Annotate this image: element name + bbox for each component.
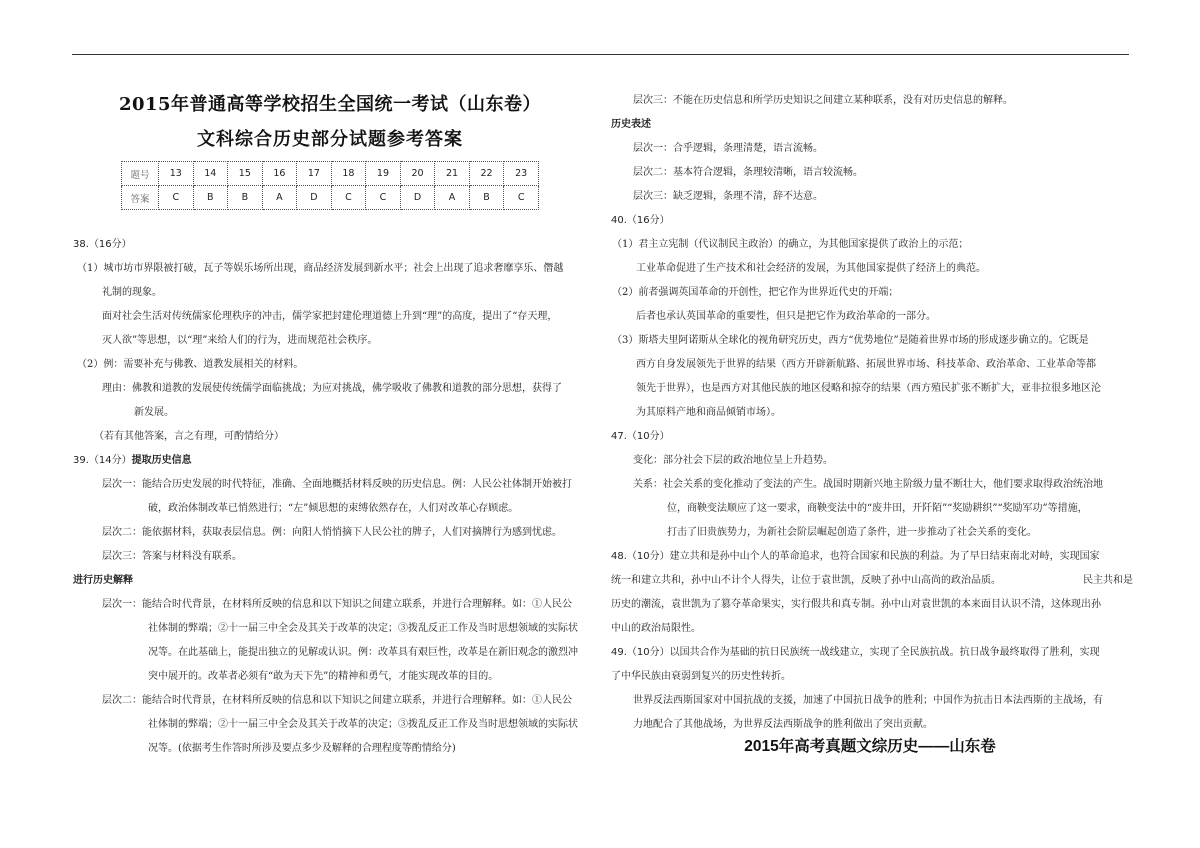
answer-cell: A bbox=[435, 186, 470, 210]
q38-part1-line: 灭人欲”等思想，以“理”来给人们的行为，进而规范社会秩序。 bbox=[102, 335, 378, 346]
document-subtitle: 文科综合历史部分试题参考答案 bbox=[197, 129, 463, 150]
q38-part1-line: 礼制的现象。 bbox=[102, 287, 162, 298]
expr-level-line: 层次一：合乎逻辑，条理清楚，语言流畅。 bbox=[633, 143, 823, 154]
q38-heading: 38.（16分） bbox=[73, 239, 132, 250]
interp-level-line: 层次三：不能在历史信息和所学历史知识之间建立某种联系，没有对历史信息的解释。 bbox=[633, 95, 1013, 106]
answer-cell: C bbox=[504, 186, 539, 210]
q49-line: 世界反法西斯国家对中国抗战的支援，加速了中国抗日战争的胜利；中国作为抗击日本法西斯的主战场，有 bbox=[633, 695, 1103, 706]
q39-level-line: 层次二：能依据材料，获取表层信息。例：向阳人悄悄摘下人民公社的牌子，人们对摘牌行为感到忧虑。 bbox=[102, 527, 562, 538]
q48-text: 建立共和是孙中山个人的革命追求，也符合国家和民族的利益。为了早日结束南北对峙，实现国家 bbox=[669, 551, 1100, 562]
answer-cell: B bbox=[193, 186, 228, 210]
q47-heading: 47.（10分） bbox=[611, 431, 670, 442]
expr-heading: 历史表述 bbox=[611, 119, 651, 130]
interp-level-line: 突中展开的。改革者必须有“敢为天下先”的精神和勇气，才能实现改革的目的。 bbox=[148, 671, 499, 682]
row-label-number: 题号 bbox=[122, 162, 159, 186]
question-number: 23 bbox=[504, 162, 539, 186]
left-column bbox=[60, 233, 600, 761]
q39-heading-bold: 提取历史信息 bbox=[131, 455, 192, 466]
q48-line bbox=[600, 569, 1140, 593]
interp-level-line: 层次一：能结合时代背景，在材料所反映的信息和以下知识之间建立联系，并进行合理解释。如：①人民公 bbox=[102, 599, 572, 610]
question-number: 13 bbox=[159, 162, 194, 186]
header-rule bbox=[72, 54, 1129, 55]
q38-part2-line: （2）例：需要补充与佛教、道教发展相关的材料。 bbox=[77, 359, 304, 370]
q48-line: 中山的政治局限性。 bbox=[611, 623, 701, 634]
right-column bbox=[600, 89, 1140, 737]
q48-line: 历史的潮流，袁世凯为了篡夺革命果实，实行假共和真专制。孙中山对袁世凯的本来面目认识不清，这体现出孙 bbox=[611, 599, 1101, 610]
footer-title: 2015年高考真题文综历史——山东卷 bbox=[744, 738, 996, 755]
answer-cell: D bbox=[400, 186, 435, 210]
q40-part2-line: （2）前者强调英国革命的开创性，把它作为世界近代史的开端； bbox=[612, 287, 899, 298]
q48-number: 48.（10分） bbox=[611, 551, 670, 562]
q39-number: 39.（14分） bbox=[73, 455, 132, 466]
q48-text: 统一和建立共和，孙中山不计个人得失，让位于袁世凯，反映了孙中山高尚的政治品质。 bbox=[611, 575, 1001, 586]
q49-line bbox=[600, 641, 1140, 665]
row-label-answer: 答案 bbox=[122, 186, 159, 210]
interp-level-line: 况等。(依据考生作答时所涉及要点多少及解释的合理程度等酌情给分) bbox=[148, 743, 456, 754]
interp-level-line: 层次二：能结合时代背景，在材料所反映的信息和以下知识之间建立联系，并进行合理解释。如：①人民公 bbox=[102, 695, 572, 706]
q49-line: 了中华民族由衰弱到复兴的历史性转折。 bbox=[611, 671, 791, 682]
question-number: 15 bbox=[228, 162, 263, 186]
q38-part1-line: 面对社会生活对传统儒家伦理秩序的冲击，儒学家把封建伦理道德上升到“理”的高度，提出了“存天理， bbox=[102, 311, 558, 322]
q47-relation-line: 关系：社会关系的变化推动了变法的产生。战国时期新兴地主阶级力量不断壮大，他们要求取得政治统治地 bbox=[633, 479, 1103, 490]
q49-line: 力地配合了其他战场，为世界反法西斯战争的胜利做出了突出贡献。 bbox=[633, 719, 933, 730]
q40-part3-line: （3）斯塔夫里阿诺斯从全球化的视角研究历史，西方“优势地位”是随着世界市场的形成逐步确立的。它既是 bbox=[612, 335, 1089, 346]
question-number: 17 bbox=[297, 162, 332, 186]
q40-part1-line: 工业革命促进了生产技术和社会经济的发展，为其他国家提供了经济上的典范。 bbox=[636, 263, 986, 274]
answer-table bbox=[121, 161, 539, 210]
q40-part3-line: 为其原料产地和商品倾销市场）。 bbox=[636, 407, 781, 418]
q39-level-line: 破，政治体制改革已悄然进行；“左”倾思想的束缚依然存在，人们对改革心存顾虑。 bbox=[148, 503, 519, 514]
q40-part1-line: （1）君主立宪制（代议制民主政治）的确立，为其他国家提供了政治上的示范； bbox=[612, 239, 969, 250]
q38-part2-line: 理由：佛教和道教的发展使传统儒学面临挑战；为应对挑战，佛学吸收了佛教和道教的部分思想，获得了 bbox=[102, 383, 562, 394]
q40-part3-line: 西方自身发展领先于世界的结果（西方开辟新航路、拓展世界市场、科技革命、政治革命、工业革命等都 bbox=[636, 359, 1096, 370]
answer-cell: B bbox=[469, 186, 504, 210]
q49-text: 以国共合作为基础的抗日民族统一战线建立，实现了全民族抗战。抗日战争最终取得了胜利，实现 bbox=[669, 647, 1100, 658]
expr-level-line: 层次二：基本符合逻辑，条理较清晰，语言较流畅。 bbox=[633, 167, 863, 178]
answer-cell: C bbox=[366, 186, 401, 210]
q47-relation-line: 打击了旧贵族势力，为新社会阶层崛起创造了条件，进一步推动了社会关系的变化。 bbox=[667, 527, 1037, 538]
q40-part3-line: 领先于世界），也是西方对其他民族的地区侵略和掠夺的结果（西方殖民扩张不断扩大，亚非拉很多地区沦 bbox=[636, 383, 1101, 394]
interp-level-line: 社体制的弊端；②十一届三中全会及其关于改革的决定；③拨乱反正工作及当时思想领域的实际状 bbox=[148, 623, 578, 634]
expr-level-line: 层次三：缺乏逻辑，条理不清，辞不达意。 bbox=[633, 191, 823, 202]
q38-part2-line: 新发展。 bbox=[134, 407, 174, 418]
q40-heading: 40.（16分） bbox=[611, 215, 670, 226]
interp-level-line: 况等。在此基础上，能提出独立的见解或认识。例：改革具有艰巨性，改革是在新旧观念的激烈冲 bbox=[148, 647, 578, 658]
q48-text: 民主共和是 bbox=[1083, 575, 1133, 586]
q40-part2-line: 后者也承认英国革命的重要性，但只是把它作为政治革命的一部分。 bbox=[636, 311, 936, 322]
q47-change: 变化：部分社会下层的政治地位呈上升趋势。 bbox=[633, 455, 833, 466]
answer-cell: D bbox=[297, 186, 332, 210]
q39-level-line: 层次一：能结合历史发展的时代特征，准确、全面地概括材料反映的历史信息。例：人民公社体制开始被打 bbox=[102, 479, 572, 490]
interp-level-line: 社体制的弊端；②十一届三中全会及其关于改革的决定；③拨乱反正工作及当时思想领域的实际状 bbox=[148, 719, 578, 730]
question-number: 20 bbox=[400, 162, 435, 186]
q39-level-line: 层次三：答案与材料没有联系。 bbox=[102, 551, 242, 562]
answer-cell: C bbox=[159, 186, 194, 210]
question-number: 19 bbox=[366, 162, 401, 186]
question-number: 22 bbox=[469, 162, 504, 186]
answer-table-number-row bbox=[122, 162, 539, 186]
answer-table-answer-row bbox=[122, 186, 539, 210]
interp-heading: 进行历史解释 bbox=[73, 575, 133, 586]
question-number: 18 bbox=[331, 162, 366, 186]
answer-cell: A bbox=[262, 186, 297, 210]
question-number: 16 bbox=[262, 162, 297, 186]
question-number: 14 bbox=[193, 162, 228, 186]
question-number: 21 bbox=[435, 162, 470, 186]
answer-cell: B bbox=[228, 186, 263, 210]
answer-cell: C bbox=[331, 186, 366, 210]
document-title: 2015年普通高等学校招生全国统一考试（山东卷） bbox=[118, 94, 542, 115]
q48-line bbox=[600, 545, 1140, 569]
q49-number: 49.（10分） bbox=[611, 647, 670, 658]
q39-heading bbox=[60, 449, 600, 473]
q38-note: （若有其他答案，言之有理，可酌情给分） bbox=[94, 431, 284, 442]
q47-relation-line: 位，商鞅变法顺应了这一要求，商鞅变法中的“废井田，开阡陌”“奖励耕织”“奖励军功”等措施， bbox=[667, 503, 1088, 514]
q38-part1-line: （1）城市坊市界限被打破，瓦子等娱乐场所出现，商品经济发展到新水平；社会上出现了追求奢靡享乐、僭越 bbox=[77, 263, 564, 274]
